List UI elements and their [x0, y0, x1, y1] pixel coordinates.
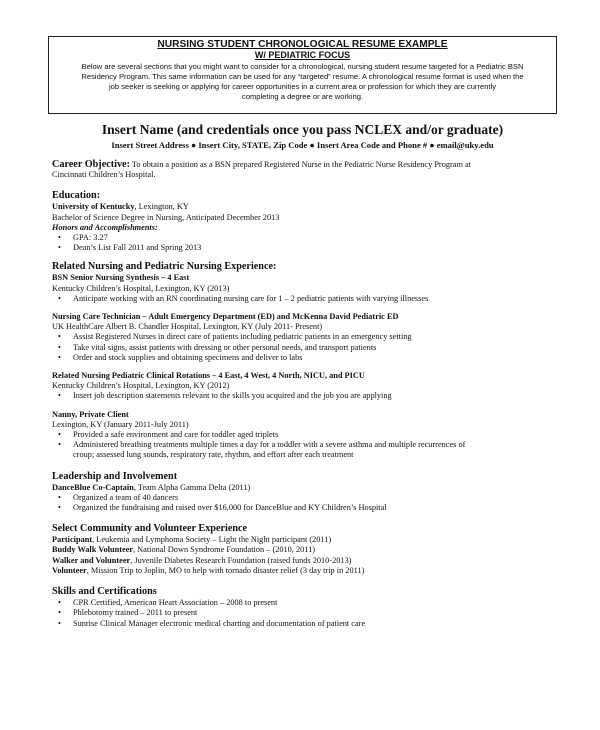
entry-heading: BSN Senior Nursing Synthesis – 4 East: [52, 273, 190, 283]
community-role: Participant: [52, 535, 93, 545]
experience-entry: [52, 410, 562, 461]
list-item: • Take vital signs, assist patients with dressing or other personal needs, and transport patients: [52, 343, 562, 353]
leadership-section: [52, 471, 562, 514]
list-item: • Dean’s List Fall 2011 and Spring 2013: [52, 243, 562, 253]
entry-heading: Related Nursing Pediatric Clinical Rotations – 4 East, 4 West, 4 North, NICU, and PICU: [52, 371, 365, 381]
intro-desc-line: Residency Program. This same information can be used for any “targeted” resume. A chronological resume format is used when the: [81, 72, 524, 81]
entry-sub: Lexington, KY (January 2011-July 2011): [52, 419, 189, 429]
intro-desc-line: completing a degree or are working.: [241, 92, 364, 101]
experience-entry: [52, 312, 562, 363]
entry-bullets: [52, 294, 562, 304]
list-item: • Sunrise Clinical Manager electronic medical charting and documentation of patient care: [52, 619, 562, 629]
objective-label: Career Objective:: [52, 159, 130, 170]
list-item: • Organized the fundraising and raised over $16,000 for DanceBlue and KY Children’s Hospital: [52, 503, 562, 513]
community-role: Buddy Walk Volunteer: [52, 545, 134, 555]
contact-line: Insert Street Address ● Insert City, STATE, Zip Code ● Insert Area Code and Phone # ● email@uky.edu: [111, 140, 494, 150]
honors-label: Honors and Accomplishments:: [52, 222, 158, 232]
list-item: • Order and stock supplies and obtaining specimens and deliver to labs: [52, 353, 562, 363]
list-item: [52, 450, 562, 460]
community-role: Walker and Volunteer: [52, 555, 131, 565]
related-title: Related Nursing and Pediatric Nursing Experience:: [52, 261, 277, 273]
skills-section: [52, 586, 562, 629]
related-experience-section: [52, 261, 562, 460]
community-desc: , Juvenile Diabetes Research Foundation (raised funds 2010-2013): [130, 555, 352, 565]
leadership-list: [52, 493, 562, 513]
objective-text-cont: Cincinnati Children’s Hospital.: [52, 170, 156, 180]
entry-sub: Kentucky Children’s Hospital, Lexington, KY (2012): [52, 381, 230, 391]
community-entry: [52, 556, 562, 566]
resume-content: [52, 160, 562, 629]
list-item: • Provided a safe environment and care for toddler aged triplets: [52, 430, 562, 440]
community-desc: , Mission Trip to Joplin, MO to help with tornado disaster relief (3 day trip in 2011): [86, 565, 365, 575]
intro-subtitle: W/ PEDIATRIC FOCUS: [254, 50, 351, 60]
entry-sub: UK HealthCare Albert B. Chandler Hospital, Lexington, KY (July 2011- Present): [52, 322, 323, 332]
honors-list: [52, 233, 562, 253]
leadership-role: DanceBlue Co-Captain: [52, 482, 134, 492]
community-desc: , National Down Syndrome Foundation – (2010, 2011): [133, 545, 315, 555]
list-item: • Phlebotomy trained – 2011 to present: [52, 608, 562, 618]
entry-heading: Nursing Care Technician – Adult Emergency Department (ED) and McKenna David Pediatric ED: [52, 312, 399, 322]
community-entry: [52, 545, 562, 555]
degree-line: Bachelor of Science Degree in Nursing, Anticipated December 2013: [52, 212, 280, 222]
entry-sub: Kentucky Children’s Hospital, Lexington, KY (2013): [52, 283, 230, 293]
community-section: [52, 523, 562, 576]
list-item: • GPA: 3.27: [52, 233, 562, 243]
skills-title: Skills and Certifications: [52, 586, 157, 598]
community-title: Select Community and Volunteer Experience: [52, 523, 248, 535]
intro-desc-line: job seeker is seeking or applying for career opportunities in a current area or profession for which they are currently: [108, 82, 497, 91]
list-item: • CPR Certified, American Heart Association – 2008 to present: [52, 598, 562, 608]
intro-title: NURSING STUDENT CHRONOLOGICAL RESUME EXAMPLE: [157, 39, 448, 50]
school-location: , Lexington, KY: [134, 202, 189, 212]
entry-bullets: [52, 430, 562, 461]
intro-description: [55, 62, 550, 102]
list-item: • Administered breathing treatments multiple times a day for a toddler with a severe asthma and multiple recurrences of: [52, 440, 562, 450]
education-school-line: [52, 202, 562, 212]
intro-box: [48, 36, 557, 114]
objective-text: To obtain a position as a BSN prepared Registered Nurse in the Pediatric Nurse Residency Program at: [129, 160, 471, 169]
community-entry: [52, 535, 562, 545]
list-item-continuation: croup; assessed lung sounds, respiratory rate, rhythm, and effort after each treatment: [73, 450, 354, 460]
intro-desc-line: Below are several sections that you might want to consider for a chronological, nursing student resume targeted for a Pediatric BSN: [81, 62, 524, 71]
leadership-org: , Team Alpha Gamma Delta (2011): [133, 482, 251, 492]
community-entry: [52, 566, 562, 576]
entry-bullets: [52, 391, 562, 401]
skills-list: [52, 598, 562, 629]
school-name: University of Kentucky: [52, 202, 135, 212]
career-objective: [52, 160, 562, 180]
education-section: [52, 190, 562, 253]
list-item: • Anticipate working with an RN coordinating nursing care for 1 – 2 pediatric patients with varying illnesses: [52, 294, 562, 304]
leadership-role-line: [52, 483, 562, 493]
candidate-name: Insert Name (and credentials once you pass NCLEX and/or graduate): [101, 122, 504, 137]
community-role: Volunteer: [52, 565, 87, 575]
entry-bullets: [52, 332, 562, 363]
entry-heading: Nanny, Private Client: [52, 409, 129, 419]
experience-entry: [52, 371, 562, 402]
list-item: • Organized a team of 40 dancers: [52, 493, 562, 503]
experience-entry: [52, 273, 562, 304]
community-desc: , Leukemia and Lymphoma Society – Light the Night participant (2011): [92, 535, 332, 545]
leadership-title: Leadership and Involvement: [52, 470, 178, 482]
list-item: • Assist Registered Nurses in direct care of patients including pediatric patients in an emergency setting: [52, 332, 562, 342]
education-title: Education:: [52, 190, 101, 202]
list-item: • Insert job description statements relevant to the skills you acquired and the job you are applying: [52, 391, 562, 401]
